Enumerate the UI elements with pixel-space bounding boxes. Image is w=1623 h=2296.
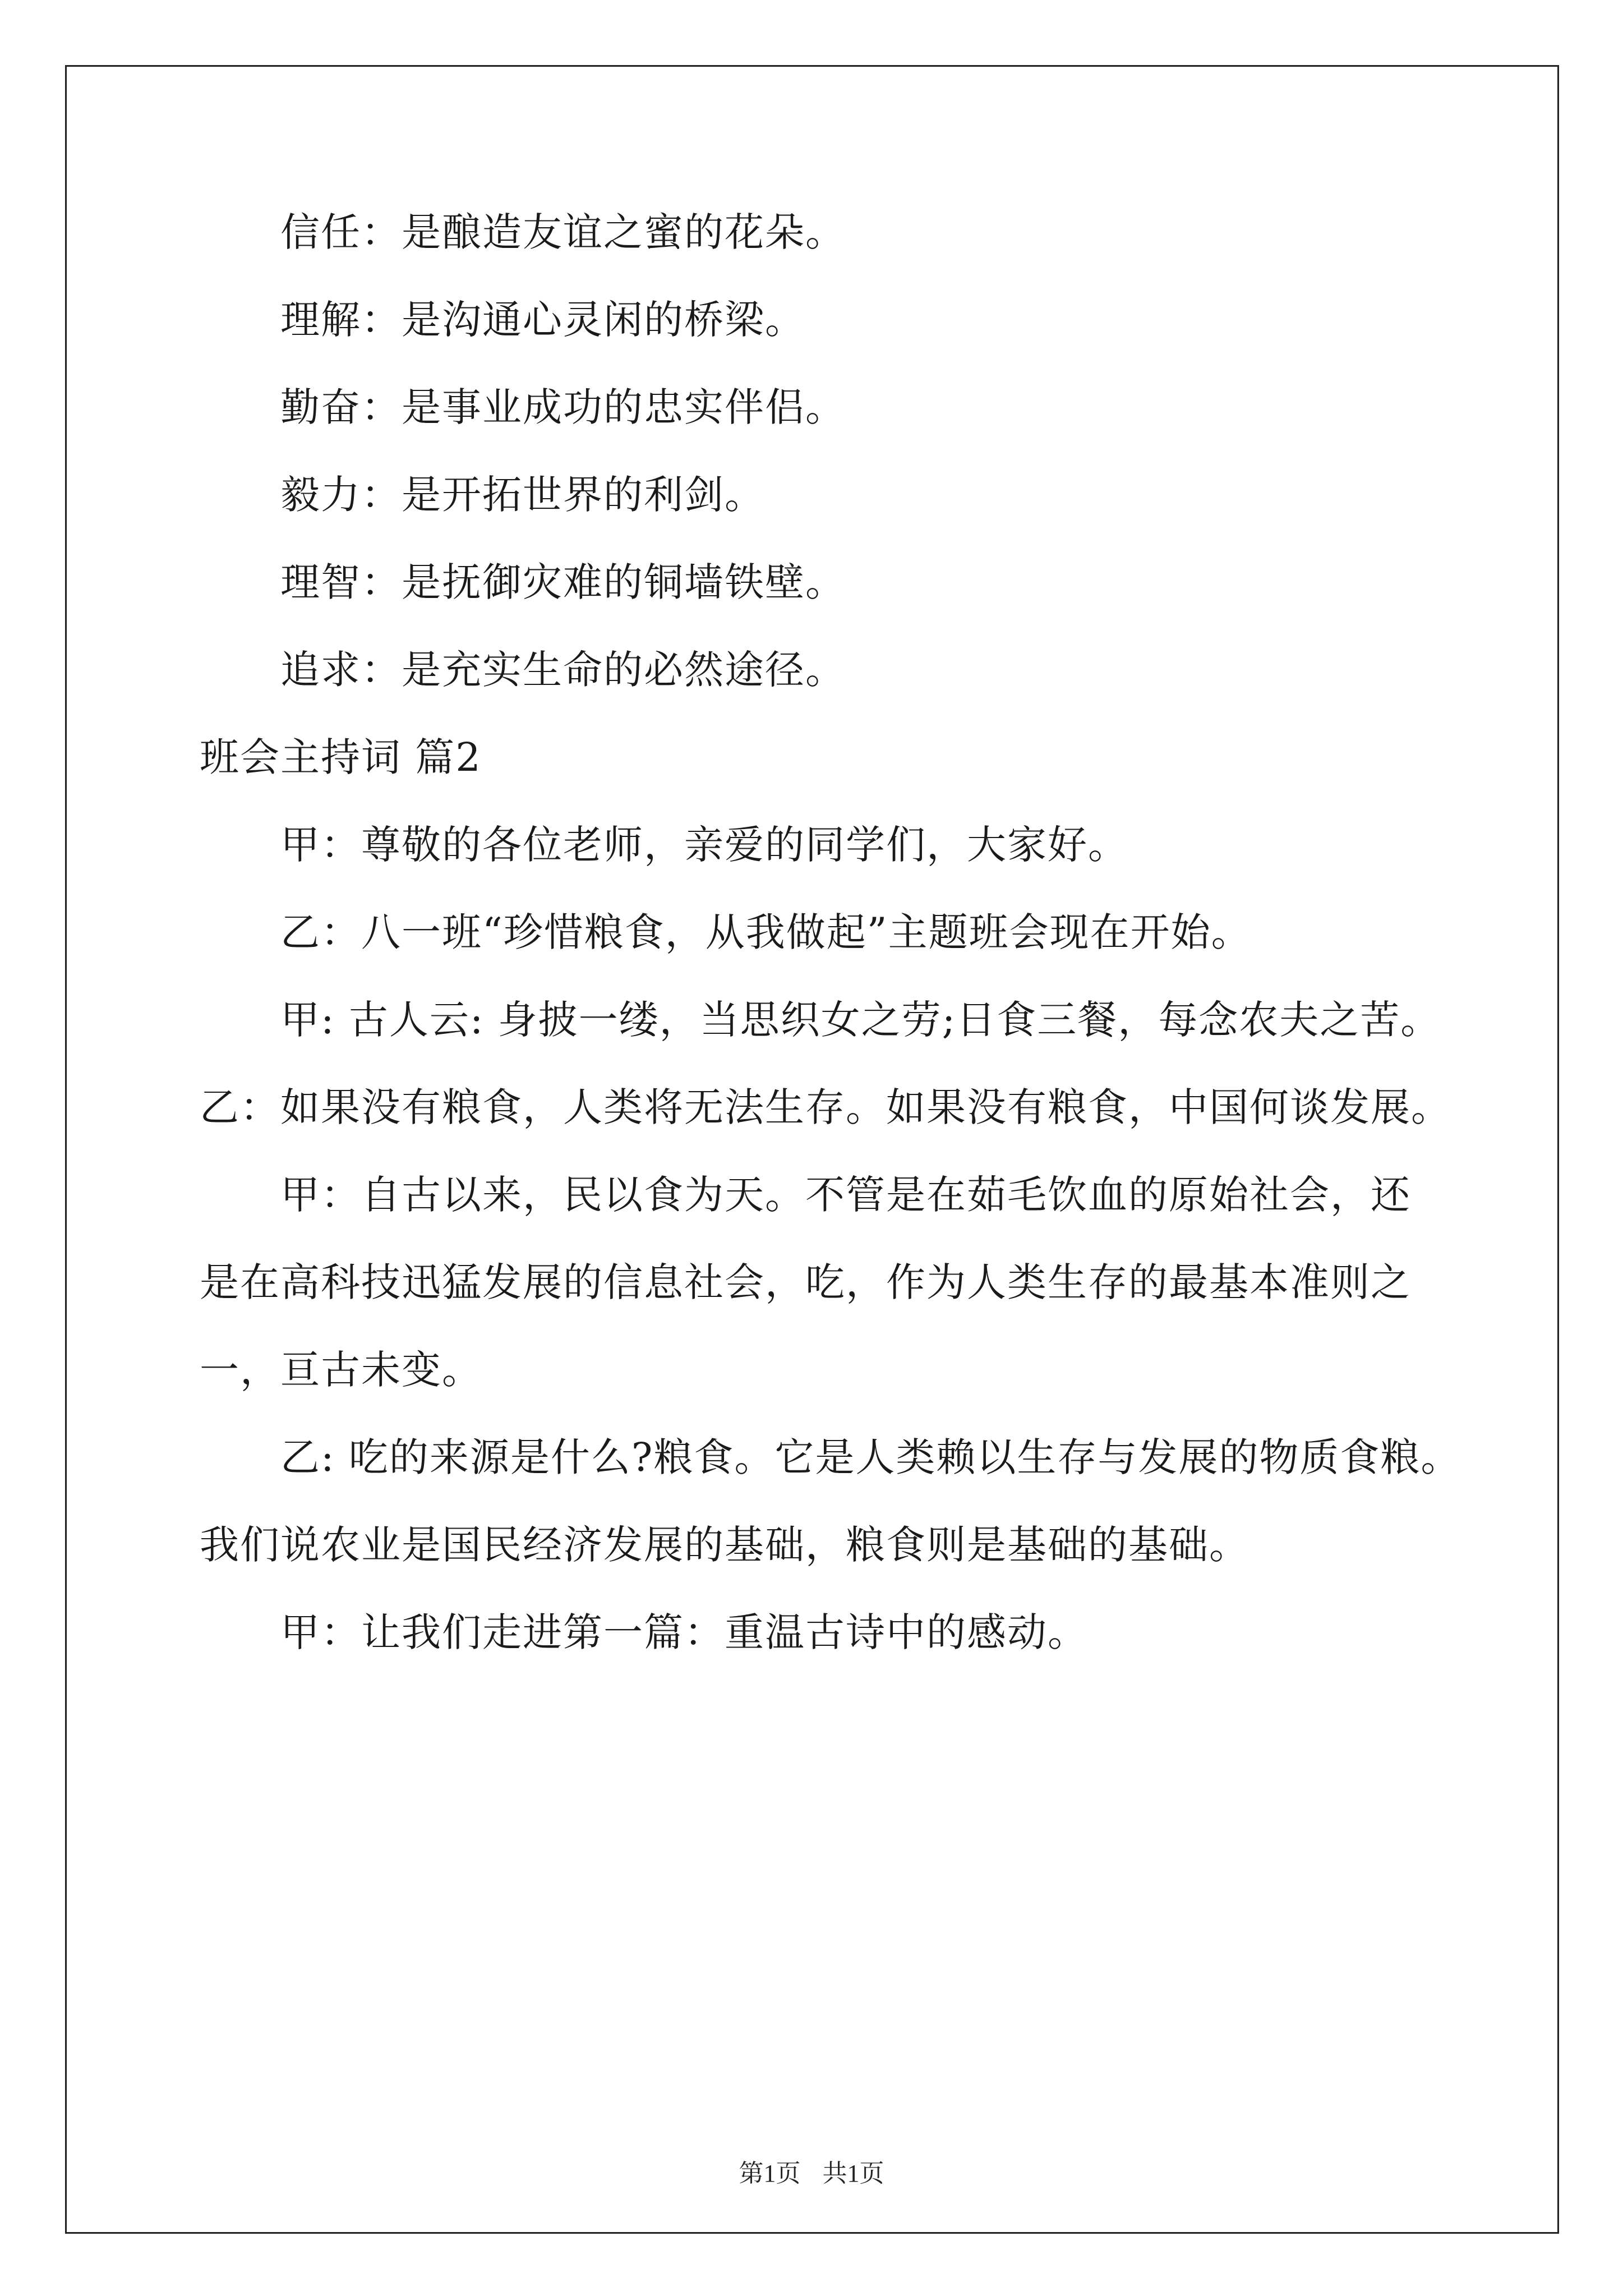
- paragraph-diligence: 勤奋：是事业成功的忠实伴侣。: [280, 384, 846, 430]
- paragraph-no-grain: 乙：如果没有粮食，人类将无法生存。如果没有粮食，中国何谈发展。: [200, 1084, 1451, 1130]
- paragraph-ancient-saying: 甲: 古人云: 身披一缕，当思织女之劳;日食三餐，每念农夫之苦。: [280, 997, 1441, 1043]
- page-total: 共1页: [822, 2160, 884, 2187]
- paragraph-pursuit: 追求：是充实生命的必然途径。: [280, 647, 846, 693]
- paragraph-since-ancient-3: 一，亘古未变。: [200, 1347, 482, 1393]
- paragraph-since-ancient-1: 甲：自古以来，民以食为天。不管是在茹毛饮血的原始社会，还: [280, 1172, 1411, 1218]
- paragraph-source-1: 乙: 吃的来源是什么?粮食。它是人类赖以生存与发展的物质食粮。: [280, 1434, 1461, 1480]
- paragraph-trust: 信任：是酿造友谊之蜜的花朵。: [280, 209, 846, 255]
- paragraph-source-2: 我们说农业是国民经济发展的基础，粮食则是基础的基础。: [200, 1522, 1249, 1568]
- page-footer: [0, 2157, 1623, 2191]
- paragraph-understanding: 理解：是沟通心灵闲的桥梁。: [280, 297, 805, 343]
- paragraph-since-ancient-2: 是在高科技迅猛发展的信息社会，吃，作为人类生存的最基本准则之: [200, 1259, 1411, 1305]
- paragraph-perseverance: 毅力：是开拓世界的利剑。: [280, 472, 765, 518]
- paragraph-greeting: 甲：尊敬的各位老师，亲爱的同学们，大家好。: [280, 822, 1128, 868]
- page-number: 第1页: [739, 2160, 801, 2187]
- paragraph-first-chapter: 甲：让我们走进第一篇：重温古诗中的感动。: [280, 1609, 1088, 1655]
- paragraph-opening: 乙：八一班“珍惜粮食，从我做起”主题班会现在开始。: [280, 909, 1252, 955]
- paragraph-reason: 理智：是抚御灾难的铜墙铁壁。: [280, 559, 846, 605]
- section-heading: 班会主持词 篇2: [200, 734, 482, 780]
